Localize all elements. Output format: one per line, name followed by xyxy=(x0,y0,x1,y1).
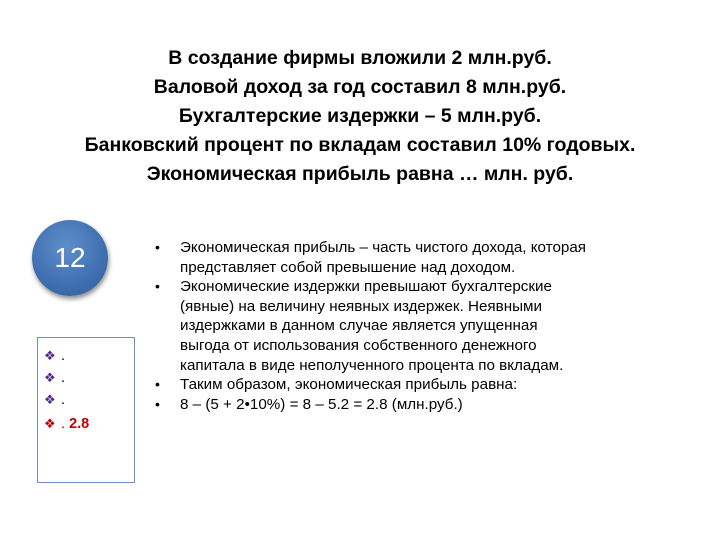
bullet-item: • 8 – (5 + 2•10%) = 8 – 5.2 = 2.8 (млн.руб.) xyxy=(155,395,463,413)
bullet-dot-icon: • xyxy=(155,278,160,295)
answer-option-correct: ❖ . 2.8 xyxy=(44,416,90,432)
bullet-item: • Экономическая прибыль – часть чистого дохода, которая представляет собой превышение над доходом. xyxy=(155,239,587,276)
answer-value: 2.8 xyxy=(69,416,90,432)
bullet-dot-icon: • xyxy=(155,376,160,393)
title-line: Валовой доход за год составил 8 млн.руб. xyxy=(153,76,567,98)
bullet-item: • Экономические издержки превышают бухгалтерские (явные) на величину неявных издержек. Неявными издержками в данном случае является упущенная выгода от использования собственного денежного капитала в виде неполученного процента по вкладам. xyxy=(155,278,564,374)
answer-box xyxy=(37,337,135,483)
diamond-bullet-icon: ❖ xyxy=(44,416,56,431)
title-line: Бухгалтерские издержки – 5 млн.руб. xyxy=(178,105,542,127)
diamond-bullet-icon: ❖ xyxy=(44,370,56,385)
explanation-list xyxy=(152,238,692,414)
problem-statement xyxy=(0,44,720,189)
answer-option: ❖ . xyxy=(44,370,66,386)
diamond-bullet-icon: ❖ xyxy=(44,348,56,363)
diamond-bullet-icon: ❖ xyxy=(44,392,56,407)
title-line: Экономическая прибыль равна … млн. руб. xyxy=(146,163,574,185)
bullet-dot-icon: • xyxy=(155,239,160,255)
title-line: Банковский процент по вкладам составил 10% годовых. xyxy=(84,134,636,156)
bullet-item: • Таким образом, экономическая прибыль равна: xyxy=(155,376,518,394)
question-number-badge: 12 xyxy=(32,220,108,296)
answer-option: ❖ . xyxy=(44,392,66,408)
title-line: В создание фирмы вложили 2 млн.руб. xyxy=(168,47,552,69)
bullet-dot-icon: • xyxy=(155,395,160,412)
answer-option: ❖ . xyxy=(44,348,66,364)
